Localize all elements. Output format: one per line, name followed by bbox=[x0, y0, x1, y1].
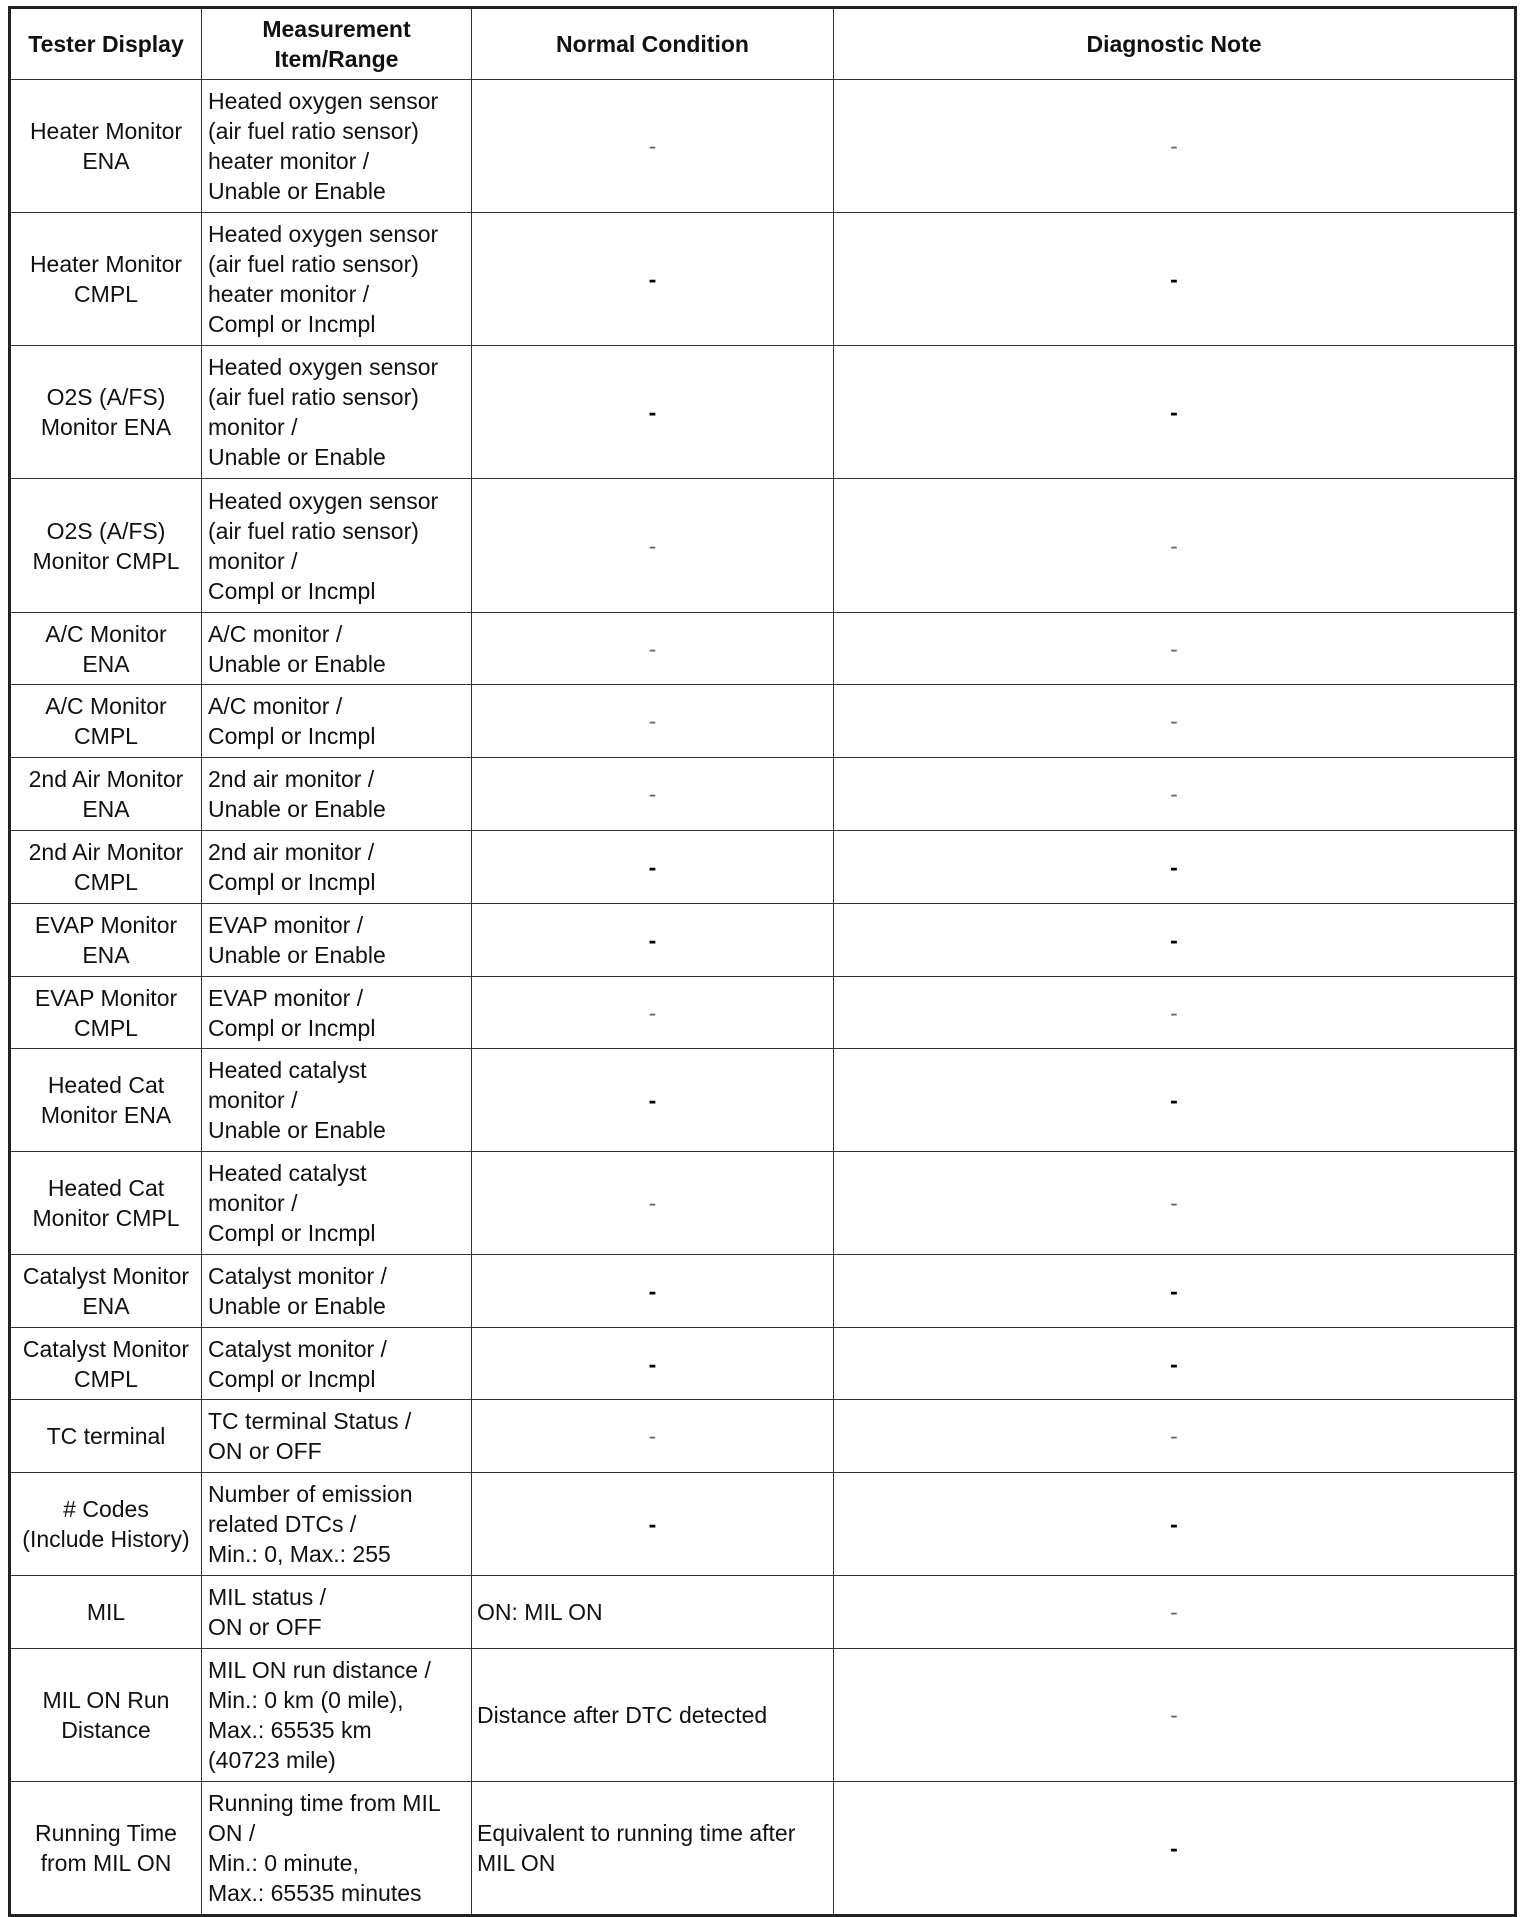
measurement-range-cell bbox=[202, 213, 472, 346]
measurement-range-cell bbox=[202, 1328, 472, 1400]
diagnostic-note-cell bbox=[834, 904, 1516, 977]
normal-condition-cell bbox=[472, 613, 834, 685]
normal-condition-text: - bbox=[648, 854, 657, 880]
normal-condition-text: - bbox=[648, 1087, 657, 1113]
diagnostic-note-cell bbox=[834, 346, 1516, 479]
normal-condition-text: - bbox=[648, 266, 657, 292]
normal-condition-cell bbox=[472, 1782, 834, 1916]
tester-display-text: 2nd Air Monitor ENA bbox=[28, 766, 184, 822]
table-row bbox=[10, 80, 1516, 213]
normal-condition-text: - bbox=[648, 999, 657, 1026]
diagnostic-note-cell bbox=[834, 213, 1516, 346]
diagnostic-note-text: - bbox=[1170, 399, 1178, 425]
diagnostic-note-text: - bbox=[1170, 854, 1178, 880]
header-normal-condition: Normal Condition bbox=[472, 8, 834, 80]
table-row bbox=[10, 685, 1516, 758]
table-row bbox=[10, 1576, 1516, 1649]
tester-display-cell bbox=[10, 1782, 202, 1916]
normal-condition-cell bbox=[472, 685, 834, 758]
tester-display-cell bbox=[10, 1152, 202, 1255]
diagnostic-note-cell bbox=[834, 1400, 1516, 1473]
measurement-range-cell bbox=[202, 1152, 472, 1255]
table-row bbox=[10, 613, 1516, 685]
normal-condition-text: Equivalent to running time after MIL ON bbox=[477, 1820, 796, 1876]
table-row bbox=[10, 1400, 1516, 1473]
measurement-range-text: 2nd air monitor / Unable or Enable bbox=[208, 766, 386, 822]
measurement-range-cell bbox=[202, 1473, 472, 1576]
tester-display-cell bbox=[10, 758, 202, 831]
normal-condition-text: - bbox=[648, 927, 657, 953]
table-row bbox=[10, 977, 1516, 1049]
table-row bbox=[10, 904, 1516, 977]
normal-condition-cell bbox=[472, 213, 834, 346]
diagnostic-note-cell bbox=[834, 1782, 1516, 1916]
diagnostic-note-text: - bbox=[1170, 927, 1178, 953]
diagnostic-note-text: - bbox=[1170, 532, 1178, 559]
normal-condition-cell bbox=[472, 904, 834, 977]
measurement-range-text: TC terminal Status / ON or OFF bbox=[208, 1408, 412, 1464]
diagnostic-note-text: - bbox=[1170, 1278, 1178, 1304]
measurement-range-cell bbox=[202, 1782, 472, 1916]
data-list-table bbox=[8, 6, 1517, 1917]
normal-condition-cell bbox=[472, 758, 834, 831]
measurement-range-cell bbox=[202, 80, 472, 213]
tester-display-text: Catalyst Monitor CMPL bbox=[22, 1335, 190, 1392]
diagnostic-note-text: - bbox=[1170, 1087, 1178, 1113]
measurement-range-text: Number of emission related DTCs / Min.: 0, Max.: 255 bbox=[208, 1481, 413, 1567]
normal-condition-text: - bbox=[648, 1278, 657, 1304]
measurement-range-cell bbox=[202, 1649, 472, 1782]
normal-condition-cell bbox=[472, 1576, 834, 1649]
tester-display-text: O2S (A/FS) Monitor ENA bbox=[40, 384, 172, 440]
tester-display-cell bbox=[10, 977, 202, 1049]
normal-condition-text: - bbox=[648, 1423, 657, 1449]
diagnostic-note-text: - bbox=[1170, 708, 1178, 734]
header-measurement-item: Measurement Item/Range bbox=[202, 8, 472, 80]
tester-display-text: MIL bbox=[86, 1599, 126, 1625]
measurement-range-cell bbox=[202, 479, 472, 613]
table-row bbox=[10, 1473, 1516, 1576]
measurement-range-text: 2nd air monitor / Compl or Incmpl bbox=[208, 839, 376, 895]
diagnostic-note-cell bbox=[834, 1255, 1516, 1328]
diagnostic-note-text: - bbox=[1170, 1599, 1178, 1625]
tester-display-cell bbox=[10, 685, 202, 758]
tester-display-cell bbox=[10, 1255, 202, 1328]
normal-condition-text: - bbox=[648, 1190, 657, 1216]
header-tester-display: Tester Display bbox=[10, 8, 202, 80]
measurement-range-text: MIL status / ON or OFF bbox=[208, 1584, 327, 1640]
tester-display-text: Heated Cat Monitor CMPL bbox=[32, 1175, 180, 1231]
tester-display-text: MIL ON Run Distance bbox=[42, 1687, 170, 1743]
measurement-range-text: Catalyst monitor / Compl or Incmpl bbox=[208, 1335, 387, 1392]
diagnostic-note-cell bbox=[834, 831, 1516, 904]
measurement-range-text: Running time from MIL ON / Min.: 0 minute, Max.: 65535 minutes bbox=[208, 1790, 441, 1906]
tester-display-text: # Codes (Include History) bbox=[22, 1496, 190, 1552]
tester-display-cell bbox=[10, 1049, 202, 1152]
normal-condition-cell bbox=[472, 831, 834, 904]
diagnostic-note-cell bbox=[834, 1328, 1516, 1400]
normal-condition-cell bbox=[472, 80, 834, 213]
tester-display-text: O2S (A/FS) Monitor CMPL bbox=[32, 517, 180, 574]
tester-display-text: Running Time from MIL ON bbox=[35, 1820, 177, 1876]
measurement-range-cell bbox=[202, 346, 472, 479]
normal-condition-cell bbox=[472, 346, 834, 479]
table-row bbox=[10, 479, 1516, 613]
tester-display-cell bbox=[10, 213, 202, 346]
measurement-range-cell bbox=[202, 1255, 472, 1328]
diagnostic-note-cell bbox=[834, 80, 1516, 213]
tester-display-text: Heater Monitor CMPL bbox=[29, 251, 183, 307]
measurement-range-cell bbox=[202, 1049, 472, 1152]
tester-display-cell bbox=[10, 1400, 202, 1473]
tester-display-cell bbox=[10, 1328, 202, 1400]
measurement-range-cell bbox=[202, 685, 472, 758]
measurement-range-text: Heated oxygen sensor (air fuel ratio sensor) heater monitor / Unable or Enable bbox=[208, 88, 439, 204]
table-row bbox=[10, 1255, 1516, 1328]
measurement-range-text: A/C monitor / Unable or Enable bbox=[208, 620, 386, 677]
diagnostic-note-cell bbox=[834, 977, 1516, 1049]
normal-condition-text: - bbox=[648, 532, 657, 559]
measurement-range-cell bbox=[202, 1576, 472, 1649]
tester-display-text: EVAP Monitor ENA bbox=[34, 912, 178, 968]
measurement-range-cell bbox=[202, 831, 472, 904]
diagnostic-note-cell bbox=[834, 479, 1516, 613]
measurement-range-text: Heated oxygen sensor (air fuel ratio sensor) monitor / Unable or Enable bbox=[208, 354, 439, 470]
normal-condition-cell bbox=[472, 1473, 834, 1576]
tester-display-cell bbox=[10, 346, 202, 479]
tester-display-cell bbox=[10, 1576, 202, 1649]
measurement-range-text: Heated catalyst monitor / Unable or Enable bbox=[208, 1057, 386, 1143]
table-row bbox=[10, 1782, 1516, 1916]
diagnostic-note-cell bbox=[834, 613, 1516, 685]
tester-display-cell bbox=[10, 1649, 202, 1782]
diagnostic-note-text: - bbox=[1170, 999, 1178, 1026]
table-row bbox=[10, 758, 1516, 831]
measurement-range-text: EVAP monitor / Compl or Incmpl bbox=[208, 984, 376, 1041]
table-row bbox=[10, 346, 1516, 479]
diagnostic-note-cell bbox=[834, 758, 1516, 831]
measurement-range-cell bbox=[202, 758, 472, 831]
header-row bbox=[10, 8, 1516, 80]
measurement-range-cell bbox=[202, 904, 472, 977]
normal-condition-cell bbox=[472, 1049, 834, 1152]
normal-condition-text: - bbox=[648, 1511, 657, 1537]
normal-condition-text: - bbox=[648, 635, 657, 662]
normal-condition-cell bbox=[472, 1328, 834, 1400]
measurement-range-text: A/C monitor / Compl or Incmpl bbox=[208, 693, 376, 749]
diagnostic-note-cell bbox=[834, 1049, 1516, 1152]
diagnostic-note-text: - bbox=[1170, 1350, 1178, 1377]
measurement-range-text: EVAP monitor / Unable or Enable bbox=[208, 912, 386, 968]
measurement-range-text: Catalyst monitor / Unable or Enable bbox=[208, 1263, 387, 1319]
tester-display-text: A/C Monitor ENA bbox=[45, 620, 167, 677]
diagnostic-note-text: - bbox=[1170, 781, 1178, 807]
tester-display-text: Heated Cat Monitor ENA bbox=[40, 1072, 172, 1128]
table-row bbox=[10, 831, 1516, 904]
measurement-range-text: Heated oxygen sensor (air fuel ratio sensor) heater monitor / Compl or Incmpl bbox=[208, 221, 439, 337]
diagnostic-note-cell bbox=[834, 1576, 1516, 1649]
diagnostic-note-text: - bbox=[1170, 1702, 1178, 1728]
normal-condition-cell bbox=[472, 977, 834, 1049]
tester-display-text: EVAP Monitor CMPL bbox=[34, 984, 178, 1041]
tester-display-text: TC terminal bbox=[46, 1423, 166, 1449]
measurement-range-cell bbox=[202, 1400, 472, 1473]
tester-display-cell bbox=[10, 1473, 202, 1576]
normal-condition-cell bbox=[472, 1400, 834, 1473]
measurement-range-cell bbox=[202, 977, 472, 1049]
diagnostic-note-cell bbox=[834, 685, 1516, 758]
measurement-range-text: Heated oxygen sensor (air fuel ratio sensor) monitor / Compl or Incmpl bbox=[208, 487, 439, 604]
normal-condition-text: - bbox=[648, 1350, 657, 1377]
table-row bbox=[10, 1152, 1516, 1255]
tester-display-text: 2nd Air Monitor CMPL bbox=[28, 839, 184, 895]
normal-condition-cell bbox=[472, 1152, 834, 1255]
normal-condition-text: - bbox=[648, 133, 657, 159]
normal-condition-cell bbox=[472, 1649, 834, 1782]
normal-condition-cell bbox=[472, 479, 834, 613]
measurement-range-text: MIL ON run distance / Min.: 0 km (0 mile), Max.: 65535 km (40723 mile) bbox=[208, 1657, 431, 1773]
diagnostic-note-text: - bbox=[1170, 1835, 1178, 1861]
diagnostic-note-cell bbox=[834, 1649, 1516, 1782]
diagnostic-note-text: - bbox=[1170, 266, 1178, 292]
diagnostic-note-text: - bbox=[1170, 1511, 1178, 1537]
tester-display-text: Heater Monitor ENA bbox=[29, 118, 183, 174]
table-row bbox=[10, 1328, 1516, 1400]
normal-condition-text: - bbox=[648, 781, 657, 807]
diagnostic-note-text: - bbox=[1170, 133, 1178, 159]
spec-sheet bbox=[8, 6, 1514, 1906]
tester-display-cell bbox=[10, 831, 202, 904]
diagnostic-note-text: - bbox=[1170, 1190, 1178, 1216]
diagnostic-note-cell bbox=[834, 1152, 1516, 1255]
table-row bbox=[10, 1649, 1516, 1782]
header-diagnostic-note: Diagnostic Note bbox=[834, 8, 1516, 80]
tester-display-text: A/C Monitor CMPL bbox=[45, 693, 167, 749]
tester-display-text: Catalyst Monitor ENA bbox=[22, 1263, 190, 1319]
normal-condition-cell bbox=[472, 1255, 834, 1328]
normal-condition-text: - bbox=[648, 708, 657, 734]
measurement-range-text: Heated catalyst monitor / Compl or Incmpl bbox=[208, 1160, 376, 1246]
tester-display-cell bbox=[10, 479, 202, 613]
diagnostic-note-cell bbox=[834, 1473, 1516, 1576]
tester-display-cell bbox=[10, 613, 202, 685]
normal-condition-text: - bbox=[648, 399, 657, 425]
table-row bbox=[10, 1049, 1516, 1152]
tester-display-cell bbox=[10, 80, 202, 213]
tester-display-cell bbox=[10, 904, 202, 977]
diagnostic-note-text: - bbox=[1170, 635, 1178, 662]
normal-condition-text: Distance after DTC detected bbox=[477, 1702, 768, 1728]
measurement-range-cell bbox=[202, 613, 472, 685]
normal-condition-text: ON: MIL ON bbox=[477, 1599, 603, 1625]
table-row bbox=[10, 213, 1516, 346]
diagnostic-note-text: - bbox=[1170, 1423, 1178, 1449]
